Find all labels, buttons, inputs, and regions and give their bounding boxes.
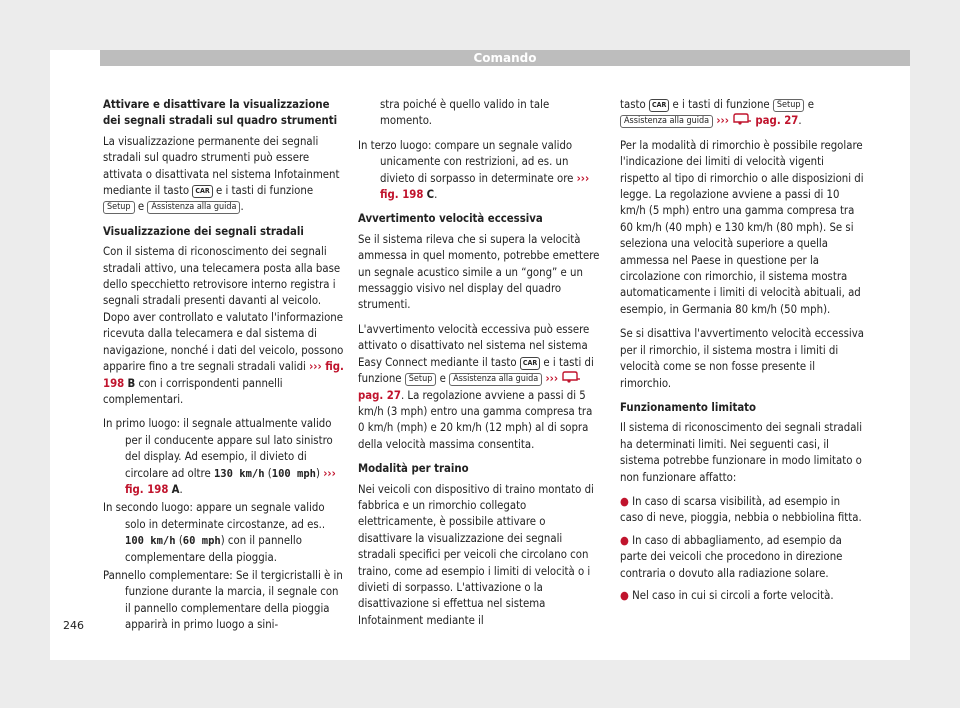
page-link[interactable]: pag. 27 [755, 114, 799, 128]
section-header: Comando [100, 50, 910, 66]
trailer-icon [561, 371, 581, 383]
assist-key: Assistenza alla guida [147, 201, 240, 214]
car-key-icon: CAR [192, 185, 212, 198]
figure-link[interactable]: ››› fig. 198 [380, 171, 590, 202]
list-item: Pannello complementare: Se il tergicristalli è in funzione durante la marcia, il segnale con il pannello complementare della pioggia apparirà in primo luogo a sini- [103, 568, 343, 632]
heading-tow-mode: Modalità per traino [358, 462, 469, 476]
list-item-continued: stra poiché è quello valido in tale momento. [380, 98, 550, 128]
bullet-item: ● Nel caso in cui si circoli a forte velocità. [620, 588, 834, 602]
setup-key: Setup [405, 373, 437, 386]
paragraph: tasto CAR e i tasti di funzione Setup e Assistenza alla guida ››› pag. 27. [620, 98, 814, 128]
column-3 [620, 97, 864, 610]
assist-key: Assistenza alla guida [449, 373, 542, 386]
figure-link[interactable]: ››› fig. 198 [103, 360, 344, 390]
bullet-item: ● In caso di abbagliamento, ad esempio da parte dei veicoli che procedono in direzione contraria o dovuto alla radiazione solare. [620, 533, 843, 580]
paragraph: L'avvertimento velocità eccessiva può essere attivato o disattivato nel sistema nel sistema Easy Connect mediante il tasto CAR e i tasti di funzione Setup e Assistenza alla guida ››› pag. 27. La regolazione avviene a passi di 5 km/h (3 mph) entro una gamma compresa tra 0 km/h (mph) e 20 km/h (12 mph) al di sopra della velocità massima consentita. [358, 322, 594, 451]
paragraph: Il sistema di riconoscimento dei segnali stradali ha determinati limiti. Nei seguenti casi, il sistema potrebbe funzionare in modo limitato o non funzionare affatto: [620, 421, 863, 484]
bullet-item: ● In caso di scarsa visibilità, ad esempio in caso di neve, pioggia, nebbia o nebbiolina fitta. [620, 494, 862, 525]
setup-key: Setup [773, 99, 805, 112]
paragraph: Se il sistema rileva che si supera la velocità ammessa in quel momento, potrebbe emettere un segnale acustico simile a un “gong” e un messaggio visivo nel display del quadro strumenti. [358, 232, 600, 312]
column-1 [103, 97, 347, 636]
car-key-icon: CAR [649, 99, 669, 112]
page-number: 246 [63, 619, 84, 632]
paragraph: La visualizzazione permanente dei segnali stradali sul quadro strumenti può essere attivata o disattivata nel sistema Infotainment mediante il tasto CAR e i tasti di funzione Setup e Assistenza alla guida . [103, 134, 340, 214]
column-2 [358, 97, 602, 637]
assist-key: Assistenza alla guida [620, 115, 713, 128]
bullet-icon: ● [620, 533, 629, 547]
list-item: In secondo luogo: appare un segnale valido solo in determinate circostanze, ad es.. 100 km/h (60 mph) con il pannello complementare della pioggia. [103, 501, 326, 564]
heading-toggle-signs: Attivare e disattivare la visualizzazione dei segnali stradali sul quadro strumenti [103, 98, 338, 128]
paragraph: Se si disattiva l'avvertimento velocità eccessiva per il rimorchio, il sistema mostra i limiti di velocità come se non fosse presente il rimorchio. [620, 327, 864, 390]
heading-sign-display: Visualizzazione dei segnali stradali [103, 224, 304, 238]
paragraph: Con il sistema di riconoscimento dei segnali stradali attivo, una telecamera posta alla base dello specchietto retrovisore interno registra i segnali stradali presenti davanti al veicolo. Dopo aver controllato e valutato l'informazione ricevuta dalla telecamera e dal sistema di navigazione, nonché i dati del veicolo, possono apparire fino a tre segnali stradali validi ››› fig. 198 B con i corrispondenti pannelli complementari. [103, 245, 344, 406]
car-key-icon: CAR [520, 357, 540, 370]
bullet-icon: ● [620, 588, 629, 602]
manual-page [50, 50, 910, 660]
list-item: In terzo luogo: compare un segnale valido unicamente con restrizioni, ad es. un divieto di sorpasso in determinate ore ››› fig. 198 C. [358, 138, 590, 202]
paragraph: Nei veicoli con dispositivo di traino montato di fabbrica e un rimorchio collegato elettricamente, è possibile attivare o disattivare la visualizzazione dei segnali stradali specifici per veicoli che circolano con traino, come ad esempio i limiti di velocità o i divieti di sorpasso. L'attivazione o la disattivazione si effettua nel sistema Infotainment mediante il [358, 482, 594, 627]
bullet-icon: ● [620, 494, 629, 508]
heading-speed-warning: Avvertimento velocità eccessiva [358, 212, 543, 226]
paragraph: Per la modalità di rimorchio è possibile regolare l'indicazione dei limiti di velocità vigenti rispetto al tipo di rimorchio o alle disposizioni di legge. La regolazione avviene a passi di 10 km/h (5 mph) entro una gamma compresa tra 60 km/h (40 mph) e 130 km/h (80 mph). Se si seleziona una velocità superiore a quella ammessa nel Paese in questione per la circolazione con rimorchio, il sistema mostra automaticamente i limiti di velocità abituali, ad esempio, in Germania 80 km/h (50 mph). [620, 138, 864, 316]
setup-key: Setup [103, 201, 135, 214]
page-link[interactable]: pag. 27 [358, 388, 401, 402]
trailer-icon [732, 113, 752, 125]
heading-limited-function: Funzionamento limitato [620, 400, 757, 414]
figure-link[interactable]: ››› fig. 198 [125, 466, 336, 496]
list-item: In primo luogo: il segnale attualmente valido per il conducente appare sul lato sinistro del display. Ad esempio, il divieto di circolare ad oltre 130 km/h (100 mph) ››› fig. 198 A. [103, 417, 336, 496]
